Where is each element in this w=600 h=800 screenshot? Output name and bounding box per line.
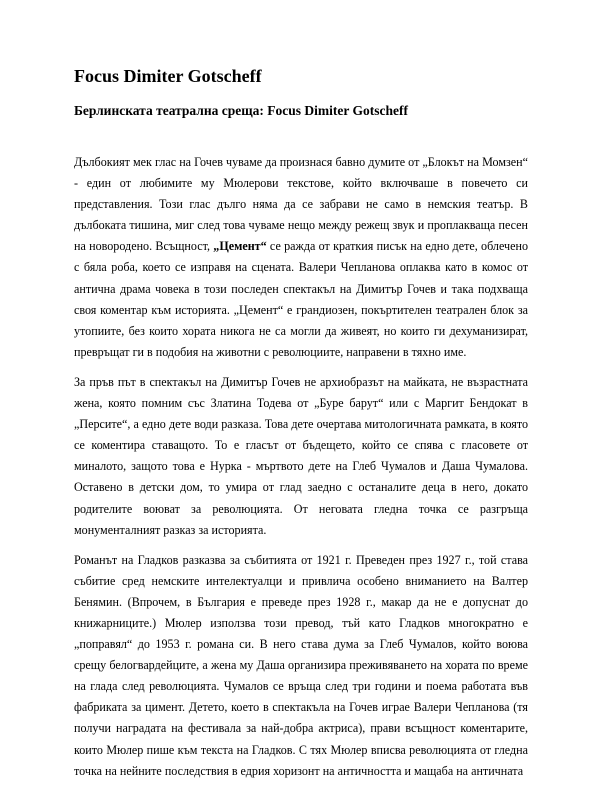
paragraph-1-text-after: се ражда от краткия писък на едно дете, облечено с бяла роба, което се изправя на сцената. Валери Чепланова оплаква като в комос от антична драма човека в този последен спектакъл на Димитър Гочев и така подхваща своя коментар към историята. „Цемент“ е грандиозен, покъртителен театрален блок за утопиите, без които хората никога не са могли да живеят, но които ги дехуманизират, превръщат ги в подобия на животни с революциите, направени в тяхно име. bbox=[74, 239, 528, 359]
document-body bbox=[74, 152, 528, 782]
document-page bbox=[74, 64, 528, 791]
paragraph-1 bbox=[74, 152, 528, 363]
paragraph-3: Романът на Гладков разказва за събитията от 1921 г. Преведен през 1927 г., той става събитие сред немските интелектуалци и привлича особено вниманието на Валтер Бенямин. (Впрочем, в България е преведе през 1928 г., макар да не е допуснат до книжарниците.) Мюлер използва този превод, тъй като Гладков многократно е „поправял“ до 1953 г. романа си. В него става дума за Глеб Чумалов, който воюва срещу белогвардейците, а жена му Даша организира преживяването на хората по време на глада след революцията. Чумалов се връща след три години и поема работата във фабриката за цимент. Детето, което в спектакъла на Гочев играе Валери Чепланова (тя получи наградата на фестивала за най-добра актриса), прави всъщност коментарите, които Мюлер пише към текста на Гладков. С тях Мюлер вписва революцията от гледна точка на нейните последствия в едрия хоризонт на античността и мащаба на античната bbox=[74, 552, 528, 778]
document-title: Focus Dimiter Gotscheff bbox=[74, 66, 262, 86]
document-subtitle: Берлинската театрална среща: Focus Dimiter Gotscheff bbox=[74, 103, 409, 118]
paragraph-2: За пръв път в спектакъл на Димитър Гочев не архиобразът на майката, не възрастната жена, която помним със Златина Тодева от „Буре барут“ или с Маргит Бендокат в „Персите“, а едно дете води разказа. Това дете очертава митологичната рамката, в която се коментира ставащото. То е гласът от бъдещето, който се спява с гласовете от миналото, защото това е Нурка - мъртвото дете на Глеб Чумалов и Даша Чумалова. Оставено в детски дом, то умира от глад заедно с останалите деца в него, докато родителите воюват за революцията. От неговата гледна точка се разгръща монументалният разказ за историята. bbox=[74, 374, 528, 537]
paragraph-1-text-before: Дълбокият мек глас на Гочев чуваме да произнася бавно думите от „Блокът на Момзен“ - един от любимите му Мюлерови текстове, който включваше в повечето си представления. Този глас дълго няма да се забрави не само в немския театър. В дълбоката тишина, миг след това чуваме нещо между режещ звук и проплакваща песен на новородено. Всъщност, bbox=[74, 155, 528, 254]
play-title-bold: „Цемент“ bbox=[213, 239, 267, 254]
